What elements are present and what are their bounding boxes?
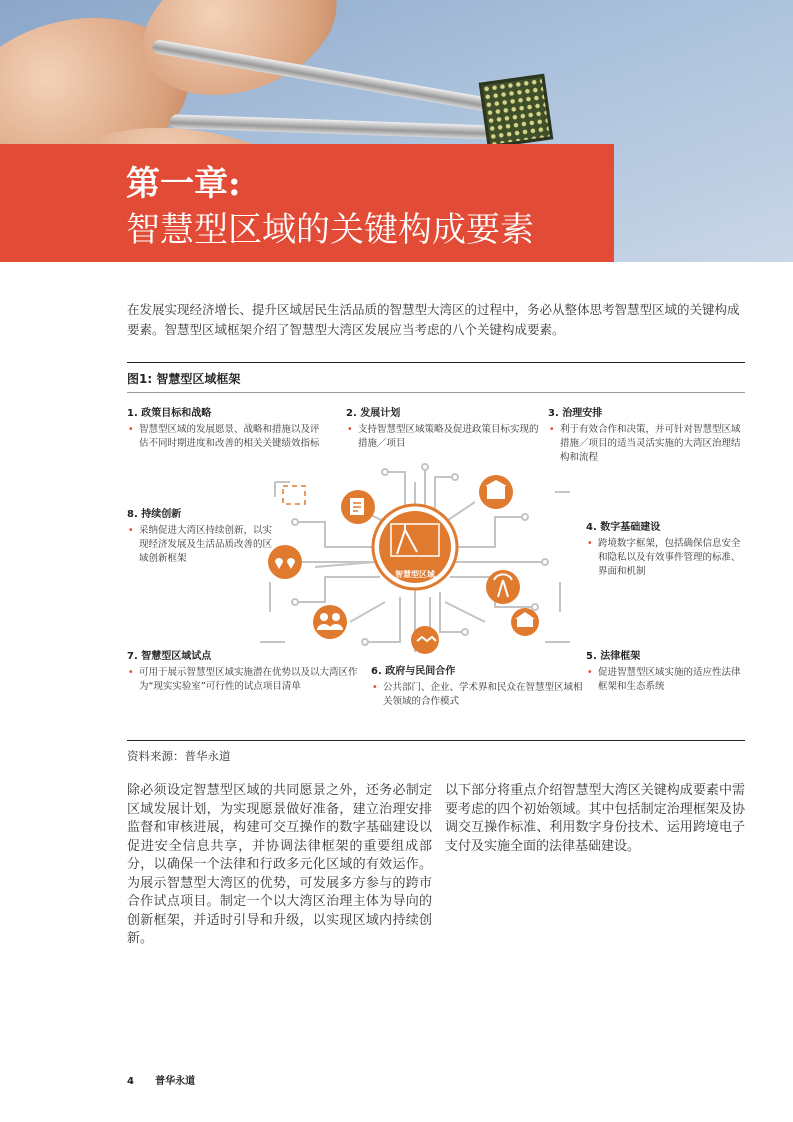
item-heading: 3. 治理安排	[548, 408, 603, 419]
page-footer	[127, 1072, 195, 1087]
footer-brand: 普华永道	[155, 1076, 196, 1087]
item-text: • 公共部门、企业、学术界和民众在智慧型区域相关领域的合作模式	[371, 681, 583, 709]
microchip-icon	[479, 74, 554, 149]
figure-title: 图1: 智慧型区域框架	[127, 372, 241, 386]
intro-paragraph: 在发展实现经济增长、提升区域居民生活品质的智慧型大湾区的过程中，务必从整体思考智慧型区域的关键构成要素。智慧型区域框架介绍了智慧型大湾区发展应当考虑的八个关键构成要素。	[127, 302, 740, 337]
item-heading: 4. 数字基础建设	[586, 522, 661, 533]
body-column-left: 除必须设定智慧型区域的共同愿景之外，还务必制定区域发展计划，为实现愿景做好准备，建立治理安排监督和审核进展，构建可交互操作的数字基础建设以促进安全信息共享，并协调法律框架的重要组成部分，以确保一个法律和行政多元化区域的有效运作。为展示智慧型大湾区的优势，可发展多方参与的跨市合作试点项目。制定一个以大湾区治理主体为导向的创新框架，并适时引导和升级，以实现区域内持续创新。	[127, 783, 432, 946]
item-heading: 5. 法律框架	[586, 651, 641, 662]
item-text: • 促进智慧型区域实施的适应性法律框架和生态系统	[586, 666, 748, 694]
scan-icon	[283, 486, 305, 504]
item-heading: 2. 发展计划	[346, 408, 401, 419]
framework-diagram	[255, 462, 575, 662]
divider	[127, 740, 745, 741]
item-heading: 8. 持续创新	[127, 509, 182, 520]
people-icon	[313, 605, 347, 639]
location-pins-icon	[268, 545, 302, 579]
item-text: • 支持智慧型区域策略及促进政策目标实现的措施／项目	[346, 423, 546, 451]
smart-region-label: 智慧型区域	[395, 570, 435, 579]
item-heading: 6. 政府与民间合作	[371, 666, 456, 677]
source-note: 资料来源：普华永道	[127, 749, 231, 763]
framework-item-governance	[548, 407, 743, 465]
chapter-title-box	[0, 144, 614, 262]
item-text: • 采纳促进大湾区持续创新，以实现经济发展及生活品质改善的区域创新框架	[127, 524, 277, 566]
divider	[127, 392, 745, 393]
body-column-right: 以下部分将重点介绍智慧型大湾区关键构成要素中需要考虑的四个初始领域。其中包括制定治理框架及协调交互操作标准、利用数字身份技术、运用跨境电子支付及实施全面的法律基础建设。	[445, 783, 745, 854]
chapter-number: 第一章:	[126, 164, 241, 204]
divider	[127, 362, 745, 363]
page-number: 4	[127, 1076, 134, 1087]
framework-item-cooperation	[371, 665, 583, 709]
framework-item-digital-infra	[586, 521, 748, 579]
framework-item-plan	[346, 407, 546, 451]
item-text: • 利于有效合作和决策，并可针对智慧型区域措施／项目的适当灵活实施的大湾区治理结构和流程	[548, 423, 743, 465]
framework-item-legal	[586, 650, 748, 694]
chapter-title: 智慧型区域的关键构成要素	[126, 210, 534, 250]
item-text: • 智慧型区域的发展愿景、战略和措施以及评估不同时期进度和改善的相关关键绩效指标	[127, 423, 322, 451]
item-heading: 7. 智慧型区域试点	[127, 651, 212, 662]
item-text: • 可用于展示智慧型区域实施潜在优势以及以大湾区作为“现实实验室”可行性的试点项目清单	[127, 666, 367, 694]
item-text: • 跨境数字框架，包括确保信息安全和隐私以及有效事件管理的标准、界面和机制	[586, 537, 748, 579]
item-heading: 1. 政策目标和战略	[127, 408, 212, 419]
framework-item-policy	[127, 407, 322, 451]
